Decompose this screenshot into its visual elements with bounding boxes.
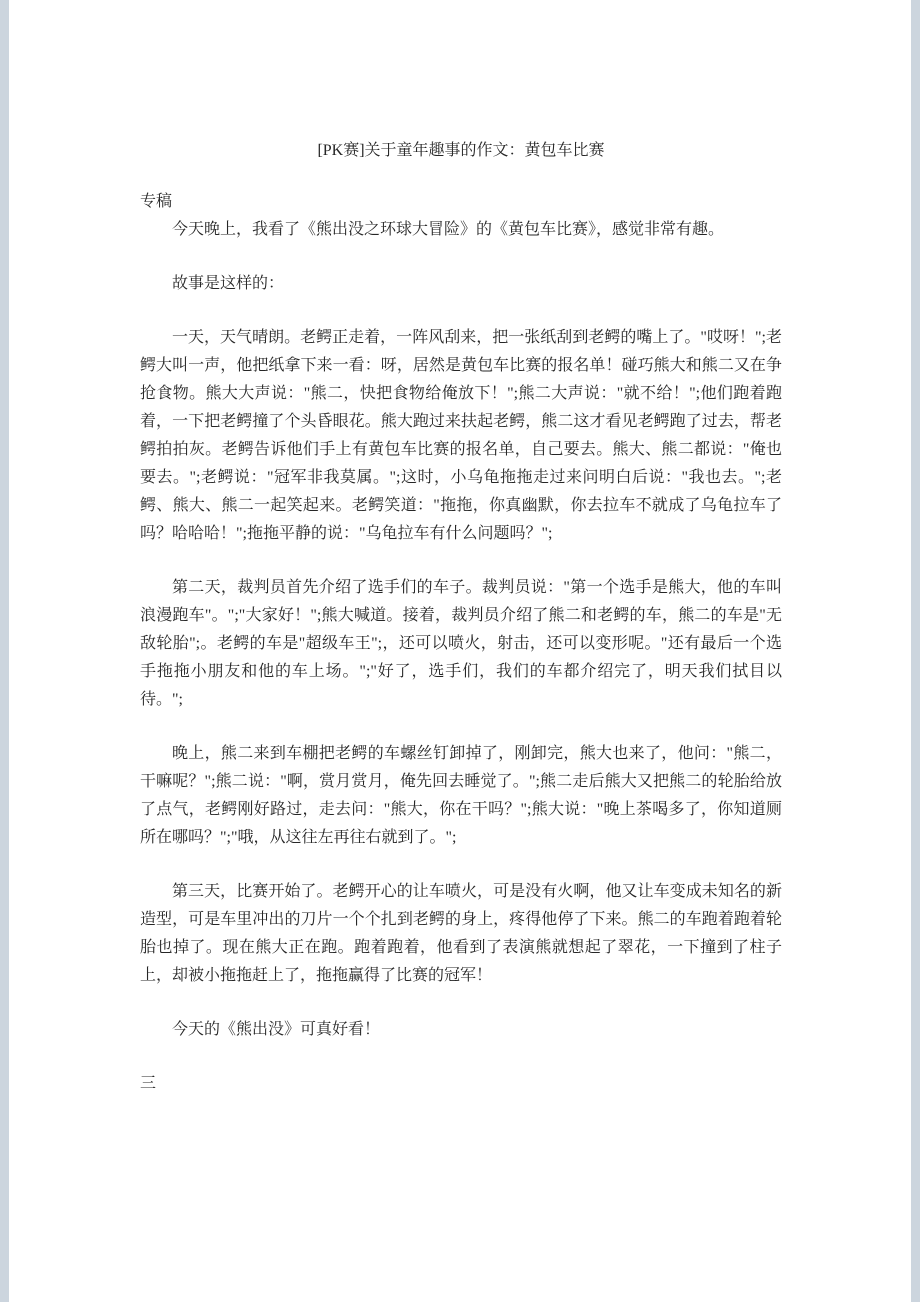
byline: 专稿: [140, 193, 173, 210]
paragraph-day-two: 第二天，裁判员首先介绍了选手们的车子。裁判员说："第一个选手是熊大，他的车叫浪漫跑车"。";"大家好！";熊大喊道。接着，裁判员介绍了熊二和老鳄的车，熊二的车是"无敌轮胎";。老鳄的车是"超级车王";，还可以喷火，射击，还可以变形呢。"还有最后一个选手拖拖小朋友和他的车上场。";"好了，选手们，我们的车都介绍完了，明天我们拭目以待。";: [140, 579, 782, 708]
paragraph-intro: 今天晚上，我看了《熊出没之环球大冒险》的《黄包车比赛》，感觉非常有趣。: [172, 221, 725, 238]
footer-mark: 三: [140, 1075, 157, 1092]
paragraph-night: 晚上，熊二来到车棚把老鳄的车螺丝钉卸掉了，刚卸完，熊大也来了，他问："熊二，干嘛呢？";熊二说："啊，赏月赏月，俺先回去睡觉了。";熊二走后熊大又把熊二的轮胎给放了点气，老鳄刚好路过，走去问："熊大，你在干吗？";熊大说："晚上茶喝多了，你知道厕所在哪吗？";"哦，从这往左再往右就到了。";: [140, 745, 782, 846]
paragraph-day-three: 第三天，比赛开始了。老鳄开心的让车喷火，可是没有火啊，他又让车变成未知名的新造型，可是车里冲出的刀片一个个扎到老鳄的身上，疼得他停了下来。熊二的车跑着跑着轮胎也掉了。现在熊大正在跑。跑着跑着，他看到了表演熊就想起了翠花，一下撞到了柱子上，却被小拖拖赶上了，拖拖赢得了比赛的冠军！: [140, 883, 782, 984]
paragraph-lead-in: 故事是这样的：: [172, 275, 285, 292]
paragraph-day-one: 一天，天气晴朗。老鳄正走着，一阵风刮来，把一张纸刮到老鳄的嘴上了。"哎呀！";老鳄大叫一声，他把纸拿下来一看：呀，居然是黄包车比赛的报名单！碰巧熊大和熊二又在争抢食物。熊大大声说："熊二，快把食物给俺放下！";熊二大声说："就不给！";他们跑着跑着，一下把老鳄撞了个头昏眼花。熊大跑过来扶起老鳄，熊二这才看见老鳄跑了过去，帮老鳄拍拍灰。老鳄告诉他们手上有黄包车比赛的报名单，自己要去。熊大、熊二都说："俺也要去。";老鳄说："冠军非我莫属。";这时，小乌龟拖拖走过来问明白后说："我也去。";老鳄、熊大、熊二一起笑起来。老鳄笑道："拖拖，你真幽默，你去拉车不就成了乌龟拉车了吗？哈哈哈！";拖拖平静的说："乌龟拉车有什么问题吗？";: [140, 329, 782, 542]
paragraph-closing: 今天的《熊出没》可真好看！: [172, 1021, 381, 1038]
essay-title: [PK赛]关于童年趣事的作文：黄包车比赛: [317, 142, 605, 159]
